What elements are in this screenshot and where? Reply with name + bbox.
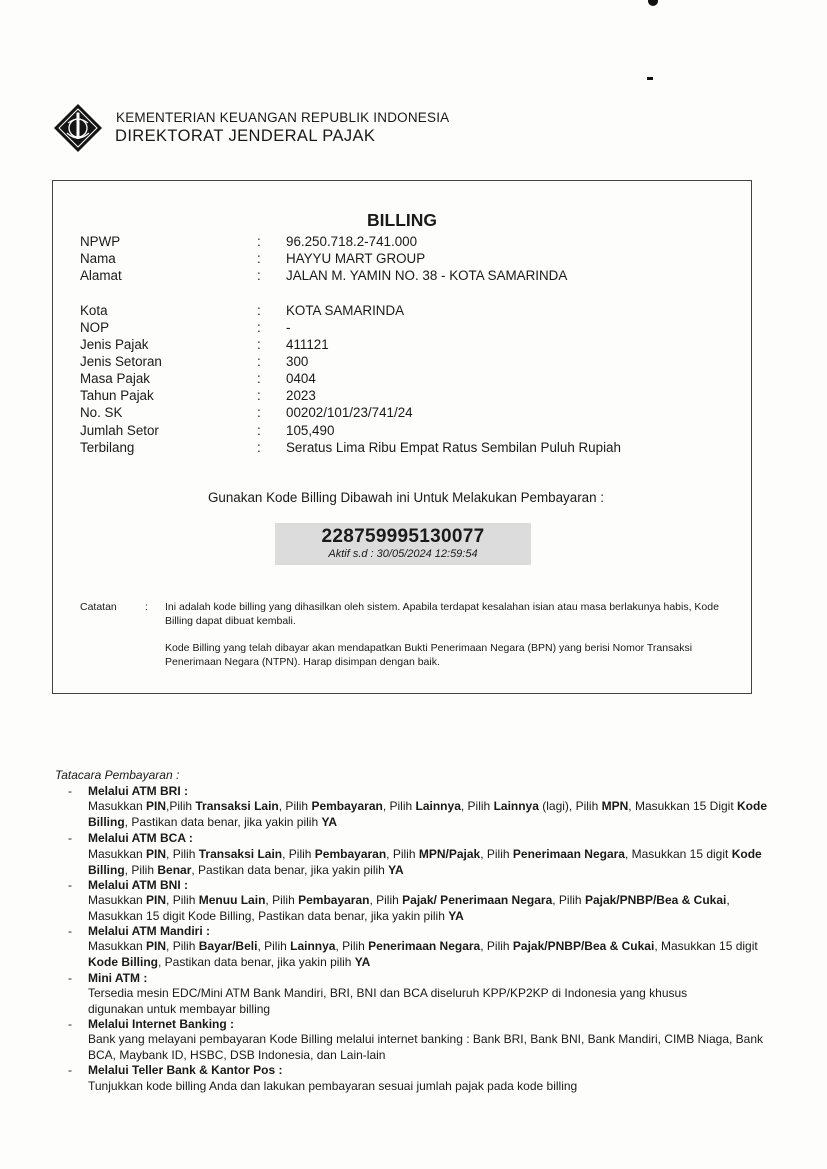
field-label: Kota (80, 303, 108, 318)
billing-instruction: Gunakan Kode Billing Dibawah ini Untuk Melakukan Pembayaran : (208, 490, 604, 505)
field-value: 0404 (286, 371, 316, 386)
step-title: Melalui Teller Bank & Kantor Pos : (88, 1063, 283, 1077)
field-colon: : (257, 371, 261, 386)
step-title: Melalui ATM BRI : (88, 784, 188, 798)
field-colon: : (257, 234, 261, 249)
billing-box (52, 180, 752, 694)
ministry-emblem-icon (53, 103, 103, 153)
step-text: Tunjukkan kode billing Anda dan lakukan pembayaran sesuai jumlah pajak pada kode billing (88, 1079, 578, 1093)
procedures-title: Tatacara Pembayaran : (55, 768, 180, 782)
step-title: Melalui ATM Mandiri : (88, 924, 210, 938)
field-colon: : (257, 354, 261, 369)
field-value: 411121 (286, 337, 329, 352)
field-value: 96.250.718.2-741.000 (286, 234, 418, 249)
field-colon: : (257, 251, 261, 266)
billing-active-until: Aktif s.d : 30/05/2024 12:59:54 (328, 548, 478, 560)
step-title: Melalui Internet Banking : (88, 1017, 235, 1031)
field-colon: : (257, 337, 261, 352)
field-colon: : (257, 388, 261, 403)
step-title: Melalui ATM BCA : (88, 831, 193, 845)
billing-code: 228759995130077 (321, 526, 485, 547)
step-bullet: - (68, 1063, 72, 1077)
note-colon: : (145, 601, 148, 613)
field-label: Jenis Pajak (80, 337, 149, 352)
field-label: NOP (80, 320, 110, 335)
billing-title: BILLING (367, 210, 437, 230)
step-bullet: - (68, 924, 72, 938)
field-label: Jumlah Setor (80, 423, 159, 438)
field-value: 300 (286, 354, 309, 369)
field-colon: : (257, 423, 261, 438)
step-text: Masukkan PIN, Pilih Menuu Lain, Pilih Pembayaran, Pilih Pajak/ Penerimaan Negara, Pilih Pajak/PNBP/Bea & Cukai, Masukkan 15 digit Kode Billing, Pastikan data benar, jika yakin pilih YA (88, 893, 730, 923)
directorate-name: DIREKTORAT JENDERAL PAJAK (115, 127, 376, 145)
step-title: Melalui ATM BNI : (88, 878, 188, 892)
field-colon: : (257, 268, 261, 283)
step-text: Masukkan PIN, Pilih Transaksi Lain, Pilih Pembayaran, Pilih MPN/Pajak, Pilih Penerimaan Negara, Masukkan 15 digit Kode Billing, Pilih Benar, Pastikan data benar, jika yakin pilih YA (88, 847, 762, 877)
field-value: 105,490 (286, 423, 335, 438)
note-paragraph: Kode Billing yang telah dibayar akan mendapatkan Bukti Penerimaan Negara (BPN) yang berisi Nomor Transaksi Penerimaan Negara (NTPN). Harap disimpan dengan baik. (165, 642, 693, 668)
step-text: Masukkan PIN, Pilih Bayar/Beli, Pilih Lainnya, Pilih Penerimaan Negara, Pilih Pajak/PNBP/Bea & Cukai, Masukkan 15 digit Kode Billing, Pastikan data benar, jika yakin pilih YA (88, 939, 758, 969)
field-colon: : (257, 320, 261, 335)
note-paragraph: Ini adalah kode billing yang dihasilkan oleh sistem. Apabila terdapat kesalahan isian atau masa berlakunya habis, Kode Billing dapat dibuat kembali. (165, 601, 719, 627)
step-bullet: - (68, 831, 72, 845)
step-title: Mini ATM : (88, 971, 148, 985)
step-text: Tersedia mesin EDC/Mini ATM Bank Mandiri, BRI, BNI dan BCA diseluruh KPP/KP2KP di Indonesia yang khusus digunakan untuk membayar billing (88, 986, 688, 1016)
step-text: Masukkan PIN,Pilih Transaksi Lain, Pilih Pembayaran, Pilih Lainnya, Pilih Lainnya (lagi), Pilih MPN, Masukkan 15 Digit Kode Billing, Pastikan data benar, jika yakin pilih YA (88, 799, 767, 829)
field-label: Tahun Pajak (80, 388, 154, 403)
step-bullet: - (68, 878, 72, 892)
field-colon: : (257, 303, 261, 318)
step-bullet: - (68, 971, 72, 985)
field-label: Jenis Setoran (80, 354, 162, 369)
field-colon: : (257, 440, 261, 455)
step-bullet: - (68, 784, 72, 798)
field-value: JALAN M. YAMIN NO. 38 - KOTA SAMARINDA (286, 268, 568, 283)
field-label: No. SK (80, 405, 123, 420)
step-bullet: - (68, 1017, 72, 1031)
field-value: 00202/101/23/741/24 (286, 405, 413, 420)
field-value: 2023 (286, 388, 316, 403)
field-value: Seratus Lima Ribu Empat Ratus Sembilan Puluh Rupiah (286, 440, 621, 455)
field-label: Alamat (80, 268, 122, 283)
field-value: HAYYU MART GROUP (286, 251, 426, 266)
note-label: Catatan (80, 601, 117, 613)
field-value: KOTA SAMARINDA (286, 303, 405, 318)
field-label: Masa Pajak (80, 371, 150, 386)
field-label: Terbilang (80, 440, 135, 455)
scan-mark (648, 0, 658, 6)
letterhead (53, 103, 553, 155)
step-text: Bank yang melayani pembayaran Kode Billing melalui internet banking : Bank BRI, Bank BNI, Bank Mandiri, CIMB Niaga, Bank BCA, Maybank ID, HSBC, DSB Indonesia, dan Lain-lain (88, 1032, 764, 1062)
scan-mark (647, 77, 653, 80)
field-label: Nama (80, 251, 116, 266)
field-value: - (286, 320, 291, 335)
field-label: NPWP (80, 234, 121, 249)
field-colon: : (257, 405, 261, 420)
billing-code-box (275, 523, 531, 565)
ministry-name: KEMENTERIAN KEUANGAN REPUBLIK INDONESIA (116, 110, 450, 125)
